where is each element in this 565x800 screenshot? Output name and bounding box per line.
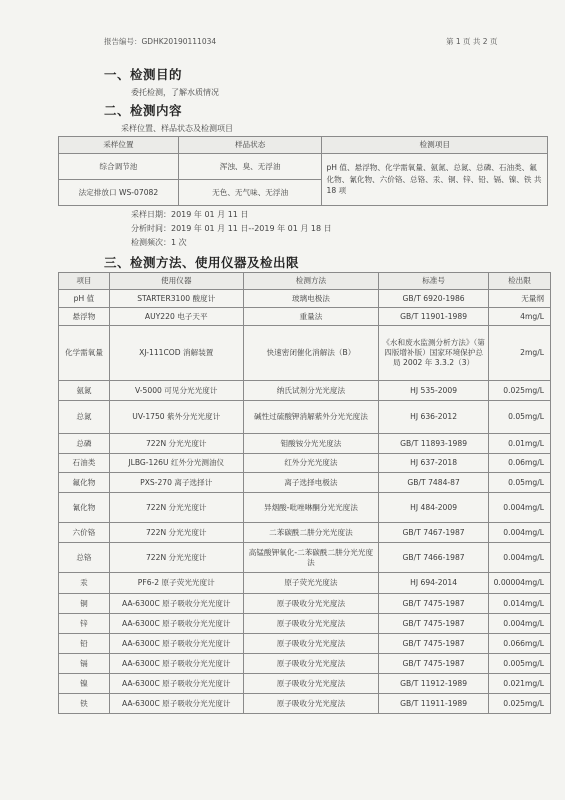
cell-limit: 0.025mg/L	[488, 694, 550, 714]
cell-limit: 0.00004mg/L	[488, 573, 550, 594]
cell-instrument: AA-6300C 原子吸收分光光度计	[109, 634, 243, 654]
method-row	[59, 594, 551, 614]
cell-instrument: AA-6300C 原子吸收分光光度计	[109, 654, 243, 674]
header-limit: 检出限	[488, 273, 550, 290]
header-item: 项目	[59, 273, 110, 290]
cell-method: 纳氏试剂分光光度法	[243, 381, 379, 401]
cell-method: 快速密闭催化消解法（B）	[243, 326, 379, 381]
cell-method: 原子吸收分光光度法	[243, 654, 379, 674]
method-row	[59, 473, 551, 493]
cell-instrument: XJ-111COD 消解装置	[109, 326, 243, 381]
cell-item: 总铬	[59, 543, 110, 573]
cell-method: 离子选择电极法	[243, 473, 379, 493]
header-method: 检测方法	[243, 273, 379, 290]
section-1-title: 一、检测目的	[104, 67, 183, 82]
cell-method: 原子吸收分光光度法	[243, 614, 379, 634]
cell-standard: HJ 637-2018	[379, 454, 489, 473]
cell-limit: 2mg/L	[488, 326, 550, 381]
cell-standard: 《水和废水监测分析方法》（第四版增补版）国家环境保护总局 2002 年 3.3.2（3）	[379, 326, 489, 381]
cell-method: 原子荧光光度法	[243, 573, 379, 594]
cell-instrument: V-5000 可见分光光度计	[109, 381, 243, 401]
cell-standard: GB/T 7467-1987	[379, 523, 489, 543]
cell-instrument: UV-1750 紫外分光光度计	[109, 401, 243, 434]
cell-standard: GB/T 11893-1989	[379, 434, 489, 454]
cell-method: 原子吸收分光光度法	[243, 674, 379, 694]
section-2-title: 二、检测内容	[104, 103, 183, 118]
cell-standard: GB/T 7475-1987	[379, 654, 489, 674]
cell-item: 石油类	[59, 454, 110, 473]
cell-limit: 0.066mg/L	[488, 634, 550, 654]
cell-method: 异烟酸-吡唑啉酮分光光度法	[243, 493, 379, 523]
cell-instrument: AA-6300C 原子吸收分光光度计	[109, 674, 243, 694]
cell-instrument: PXS-270 离子选择计	[109, 473, 243, 493]
cell-method: 原子吸收分光光度法	[243, 634, 379, 654]
method-row	[59, 326, 551, 381]
cell-method: 二苯碳酰二肼分光光度法	[243, 523, 379, 543]
analysis-date: 分析时间：2019 年 01 月 11 日--2019 年 01 月 18 日	[131, 224, 332, 233]
cell-limit: 0.021mg/L	[488, 674, 550, 694]
cell-instrument: STARTER3100 酸度计	[109, 290, 243, 308]
header-items: 检测项目	[322, 137, 548, 154]
cell-standard: GB/T 7466-1987	[379, 543, 489, 573]
cell-method: 高锰酸钾氧化-二苯碳酰二肼分光光度法	[243, 543, 379, 573]
header-location: 采样位置	[59, 137, 179, 154]
cell-instrument: 722N 分光光度计	[109, 543, 243, 573]
cell-instrument: JLBG-126U 红外分光测油仪	[109, 454, 243, 473]
cell-item: 总氮	[59, 401, 110, 434]
cell-limit: 0.014mg/L	[488, 594, 550, 614]
cell-item: 总磷	[59, 434, 110, 454]
cell-item: 悬浮物	[59, 308, 110, 326]
cell-item: 氰化物	[59, 493, 110, 523]
page-number: 第 1 页 共 2 页	[446, 37, 498, 46]
method-row	[59, 694, 551, 714]
cell-limit: 0.004mg/L	[488, 493, 550, 523]
report-number: 报告编号：GDHK20190111034	[104, 37, 217, 46]
cell-standard: HJ 535-2009	[379, 381, 489, 401]
cell-instrument: PF6-2 原子荧光光度计	[109, 573, 243, 594]
sample-location: 法定排放口 WS-07082	[59, 180, 179, 206]
method-row	[59, 290, 551, 308]
method-row	[59, 523, 551, 543]
section-3-title: 三、检测方法、使用仪器及检出限	[104, 255, 300, 270]
cell-limit: 0.05mg/L	[488, 401, 550, 434]
method-row	[59, 381, 551, 401]
cell-limit: 0.005mg/L	[488, 654, 550, 674]
sample-state: 浑浊、臭、无浮油	[178, 154, 322, 180]
cell-item: 镍	[59, 674, 110, 694]
cell-standard: GB/T 11901-1989	[379, 308, 489, 326]
test-frequency: 检测频次：1 次	[131, 238, 187, 247]
test-items: pH 值、悬浮物、化学需氧量、氨氮、总氮、总磷、石油类、氟化物、氰化物、六价铬、总铬、汞、铜、锌、铅、镉、镍、铁 共 18 项	[322, 154, 548, 206]
cell-limit: 0.004mg/L	[488, 614, 550, 634]
cell-item: 氟化物	[59, 473, 110, 493]
method-row	[59, 308, 551, 326]
cell-limit: 0.004mg/L	[488, 523, 550, 543]
cell-standard: HJ 636-2012	[379, 401, 489, 434]
cell-instrument: AA-6300C 原子吸收分光光度计	[109, 594, 243, 614]
cell-method: 红外分光光度法	[243, 454, 379, 473]
cell-instrument: 722N 分光光度计	[109, 523, 243, 543]
sample-state: 无色、无气味、无浮油	[178, 180, 322, 206]
sampling-header-row	[59, 137, 548, 154]
purpose-text: 委托检测，了解水质情况	[131, 88, 219, 97]
cell-instrument: 722N 分光光度计	[109, 434, 243, 454]
sampling-row	[59, 154, 548, 180]
sample-location: 综合调节池	[59, 154, 179, 180]
content-subtitle: 采样位置、样品状态及检测项目	[121, 124, 233, 133]
cell-standard: GB/T 11911-1989	[379, 694, 489, 714]
cell-limit: 4mg/L	[488, 308, 550, 326]
method-row	[59, 543, 551, 573]
cell-item: 铅	[59, 634, 110, 654]
method-row	[59, 573, 551, 594]
cell-item: 锌	[59, 614, 110, 634]
method-row	[59, 454, 551, 473]
cell-limit: 0.01mg/L	[488, 434, 550, 454]
cell-method: 玻璃电极法	[243, 290, 379, 308]
method-row	[59, 401, 551, 434]
method-row	[59, 634, 551, 654]
cell-method: 原子吸收分光光度法	[243, 594, 379, 614]
cell-standard: GB/T 7475-1987	[379, 634, 489, 654]
cell-instrument: 722N 分光光度计	[109, 493, 243, 523]
cell-item: 铁	[59, 694, 110, 714]
cell-standard: GB/T 7484-87	[379, 473, 489, 493]
cell-standard: GB/T 6920-1986	[379, 290, 489, 308]
method-row	[59, 493, 551, 523]
cell-instrument: AA-6300C 原子吸收分光光度计	[109, 614, 243, 634]
cell-item: 六价铬	[59, 523, 110, 543]
cell-limit: 0.05mg/L	[488, 473, 550, 493]
cell-item: 汞	[59, 573, 110, 594]
cell-standard: HJ 694-2014	[379, 573, 489, 594]
header-instrument: 使用仪器	[109, 273, 243, 290]
cell-limit: 0.004mg/L	[488, 543, 550, 573]
cell-item: 镉	[59, 654, 110, 674]
cell-method: 钼酸铵分光光度法	[243, 434, 379, 454]
cell-standard: GB/T 11912-1989	[379, 674, 489, 694]
cell-instrument: AA-6300C 原子吸收分光光度计	[109, 694, 243, 714]
method-row	[59, 434, 551, 454]
sample-date: 采样日期：2019 年 01 月 11 日	[131, 210, 249, 219]
method-row	[59, 674, 551, 694]
cell-item: 氨氮	[59, 381, 110, 401]
cell-standard: HJ 484-2009	[379, 493, 489, 523]
cell-instrument: AUY220 电子天平	[109, 308, 243, 326]
cell-limit: 0.06mg/L	[488, 454, 550, 473]
cell-item: pH 值	[59, 290, 110, 308]
cell-method: 重量法	[243, 308, 379, 326]
method-row	[59, 654, 551, 674]
cell-method: 碱性过硫酸钾消解紫外分光光度法	[243, 401, 379, 434]
cell-limit: 0.025mg/L	[488, 381, 550, 401]
cell-item: 化学需氧量	[59, 326, 110, 381]
cell-item: 铜	[59, 594, 110, 614]
methods-header-row	[59, 273, 551, 290]
methods-table	[58, 272, 551, 714]
header-state: 样品状态	[178, 137, 322, 154]
sampling-table	[58, 136, 548, 206]
cell-standard: GB/T 7475-1987	[379, 614, 489, 634]
cell-standard: GB/T 7475-1987	[379, 594, 489, 614]
cell-method: 原子吸收分光光度法	[243, 694, 379, 714]
cell-limit: 无量纲	[488, 290, 550, 308]
method-row	[59, 614, 551, 634]
header-standard: 标准号	[379, 273, 489, 290]
